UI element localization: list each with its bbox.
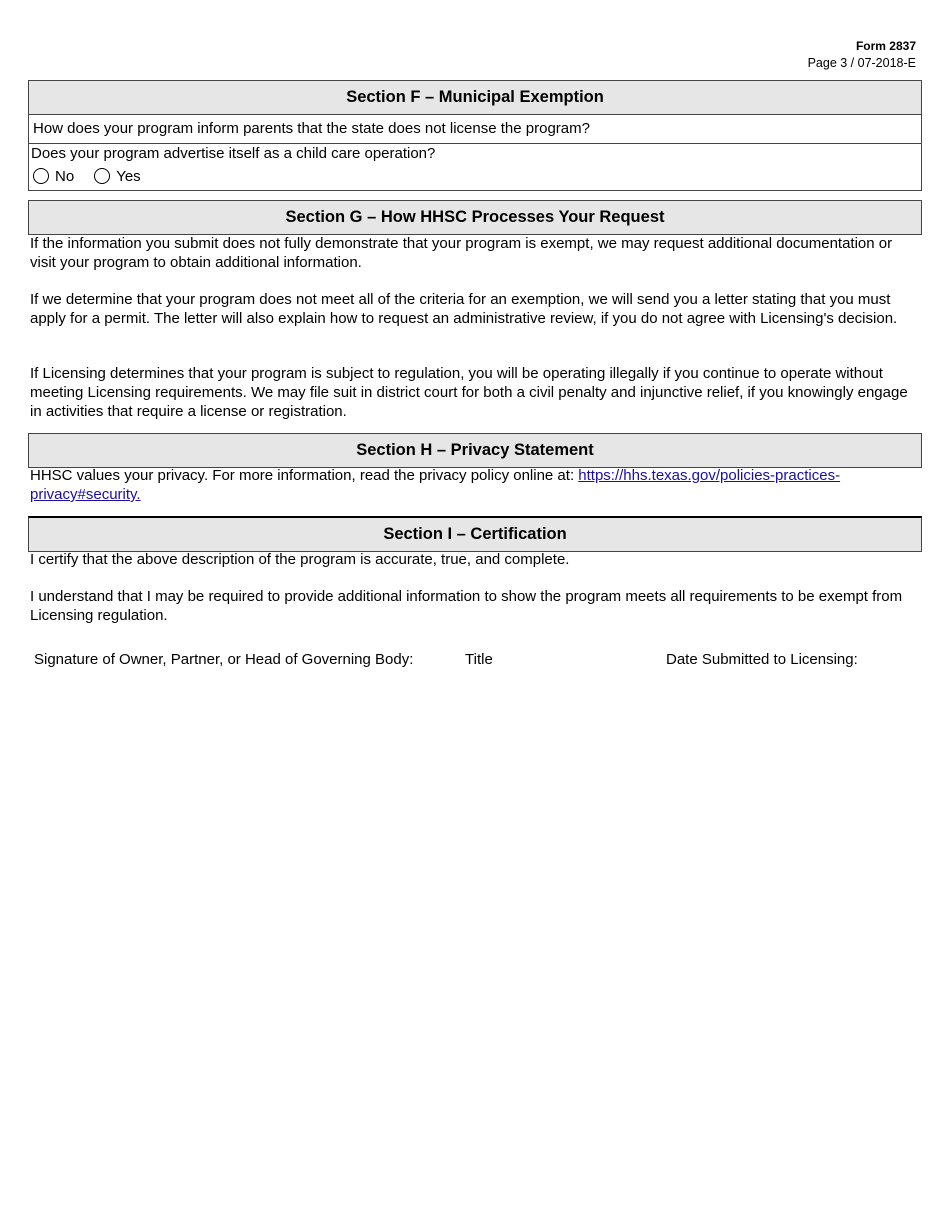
signature-label: Signature of Owner, Partner, or Head of Governing Body: [34, 651, 414, 668]
section-g-paragraph-1: If the information you submit does not fully demonstrate that your program is exempt, we may request additional documentation or visit your program to obtain additional information. [30, 235, 893, 271]
section-f-question-2: Does your program advertise itself as a child care operation? [31, 145, 436, 162]
form-number: Form 2837 [855, 39, 916, 53]
section-f-title: Section F – Municipal Exemption [29, 81, 921, 114]
section-g-title: Section G – How HHSC Processes Your Request [29, 201, 921, 234]
section-i-paragraph-1: I certify that the above description of the program is accurate, true, and complete. [30, 551, 570, 568]
radio-no-circle[interactable] [33, 168, 49, 184]
section-i-title: Section I – Certification [29, 518, 921, 551]
section-h-header [28, 433, 922, 468]
section-h-paragraph [30, 466, 920, 504]
section-i-paragraph-2: I understand that I may be required to provide additional information to show the program meets all requirements to be exempt from Licensing regulation. [30, 588, 903, 624]
radio-no-label: No [55, 167, 75, 185]
privacy-policy-link[interactable]: https://hhs.texas.gov/policies-practices-privacy#security. [30, 467, 841, 503]
section-g-paragraph-3: If Licensing determines that your program is subject to regulation, you will be operating illegally if you continue to operate without meeting Licensing requirements. We may file suit in district court for both a civil penalty and injunctive relief, if you knowingly engage in activities that require a license or registration. [30, 365, 908, 420]
radio-yes-label: Yes [116, 167, 141, 185]
page-info: Page 3 / 07-2018-E [807, 56, 916, 70]
privacy-text: HHSC values your privacy. For more information, read the privacy policy online at: [30, 467, 579, 484]
section-f-question-2-row [29, 143, 921, 190]
section-g-paragraph-2: If we determine that your program does not meet all of the criteria for an exemption, we will send you a letter stating that you must apply for a permit. The letter will also explain how to request an administrative review, if you do not agree with Licensing's decision. [30, 291, 898, 327]
radio-yes-circle[interactable] [94, 168, 110, 184]
radio-yes[interactable] [94, 168, 140, 185]
section-f [28, 80, 922, 191]
radio-no[interactable] [33, 168, 74, 185]
section-i-header [28, 516, 922, 552]
form-header [808, 38, 916, 72]
advertise-radio-group [31, 164, 921, 188]
section-g-header [28, 200, 922, 235]
title-label: Title [465, 651, 493, 668]
section-f-question-1: How does your program inform parents that the state does not license the program? [29, 114, 921, 143]
date-submitted-label: Date Submitted to Licensing: [666, 651, 858, 668]
section-h-title: Section H – Privacy Statement [29, 434, 921, 467]
